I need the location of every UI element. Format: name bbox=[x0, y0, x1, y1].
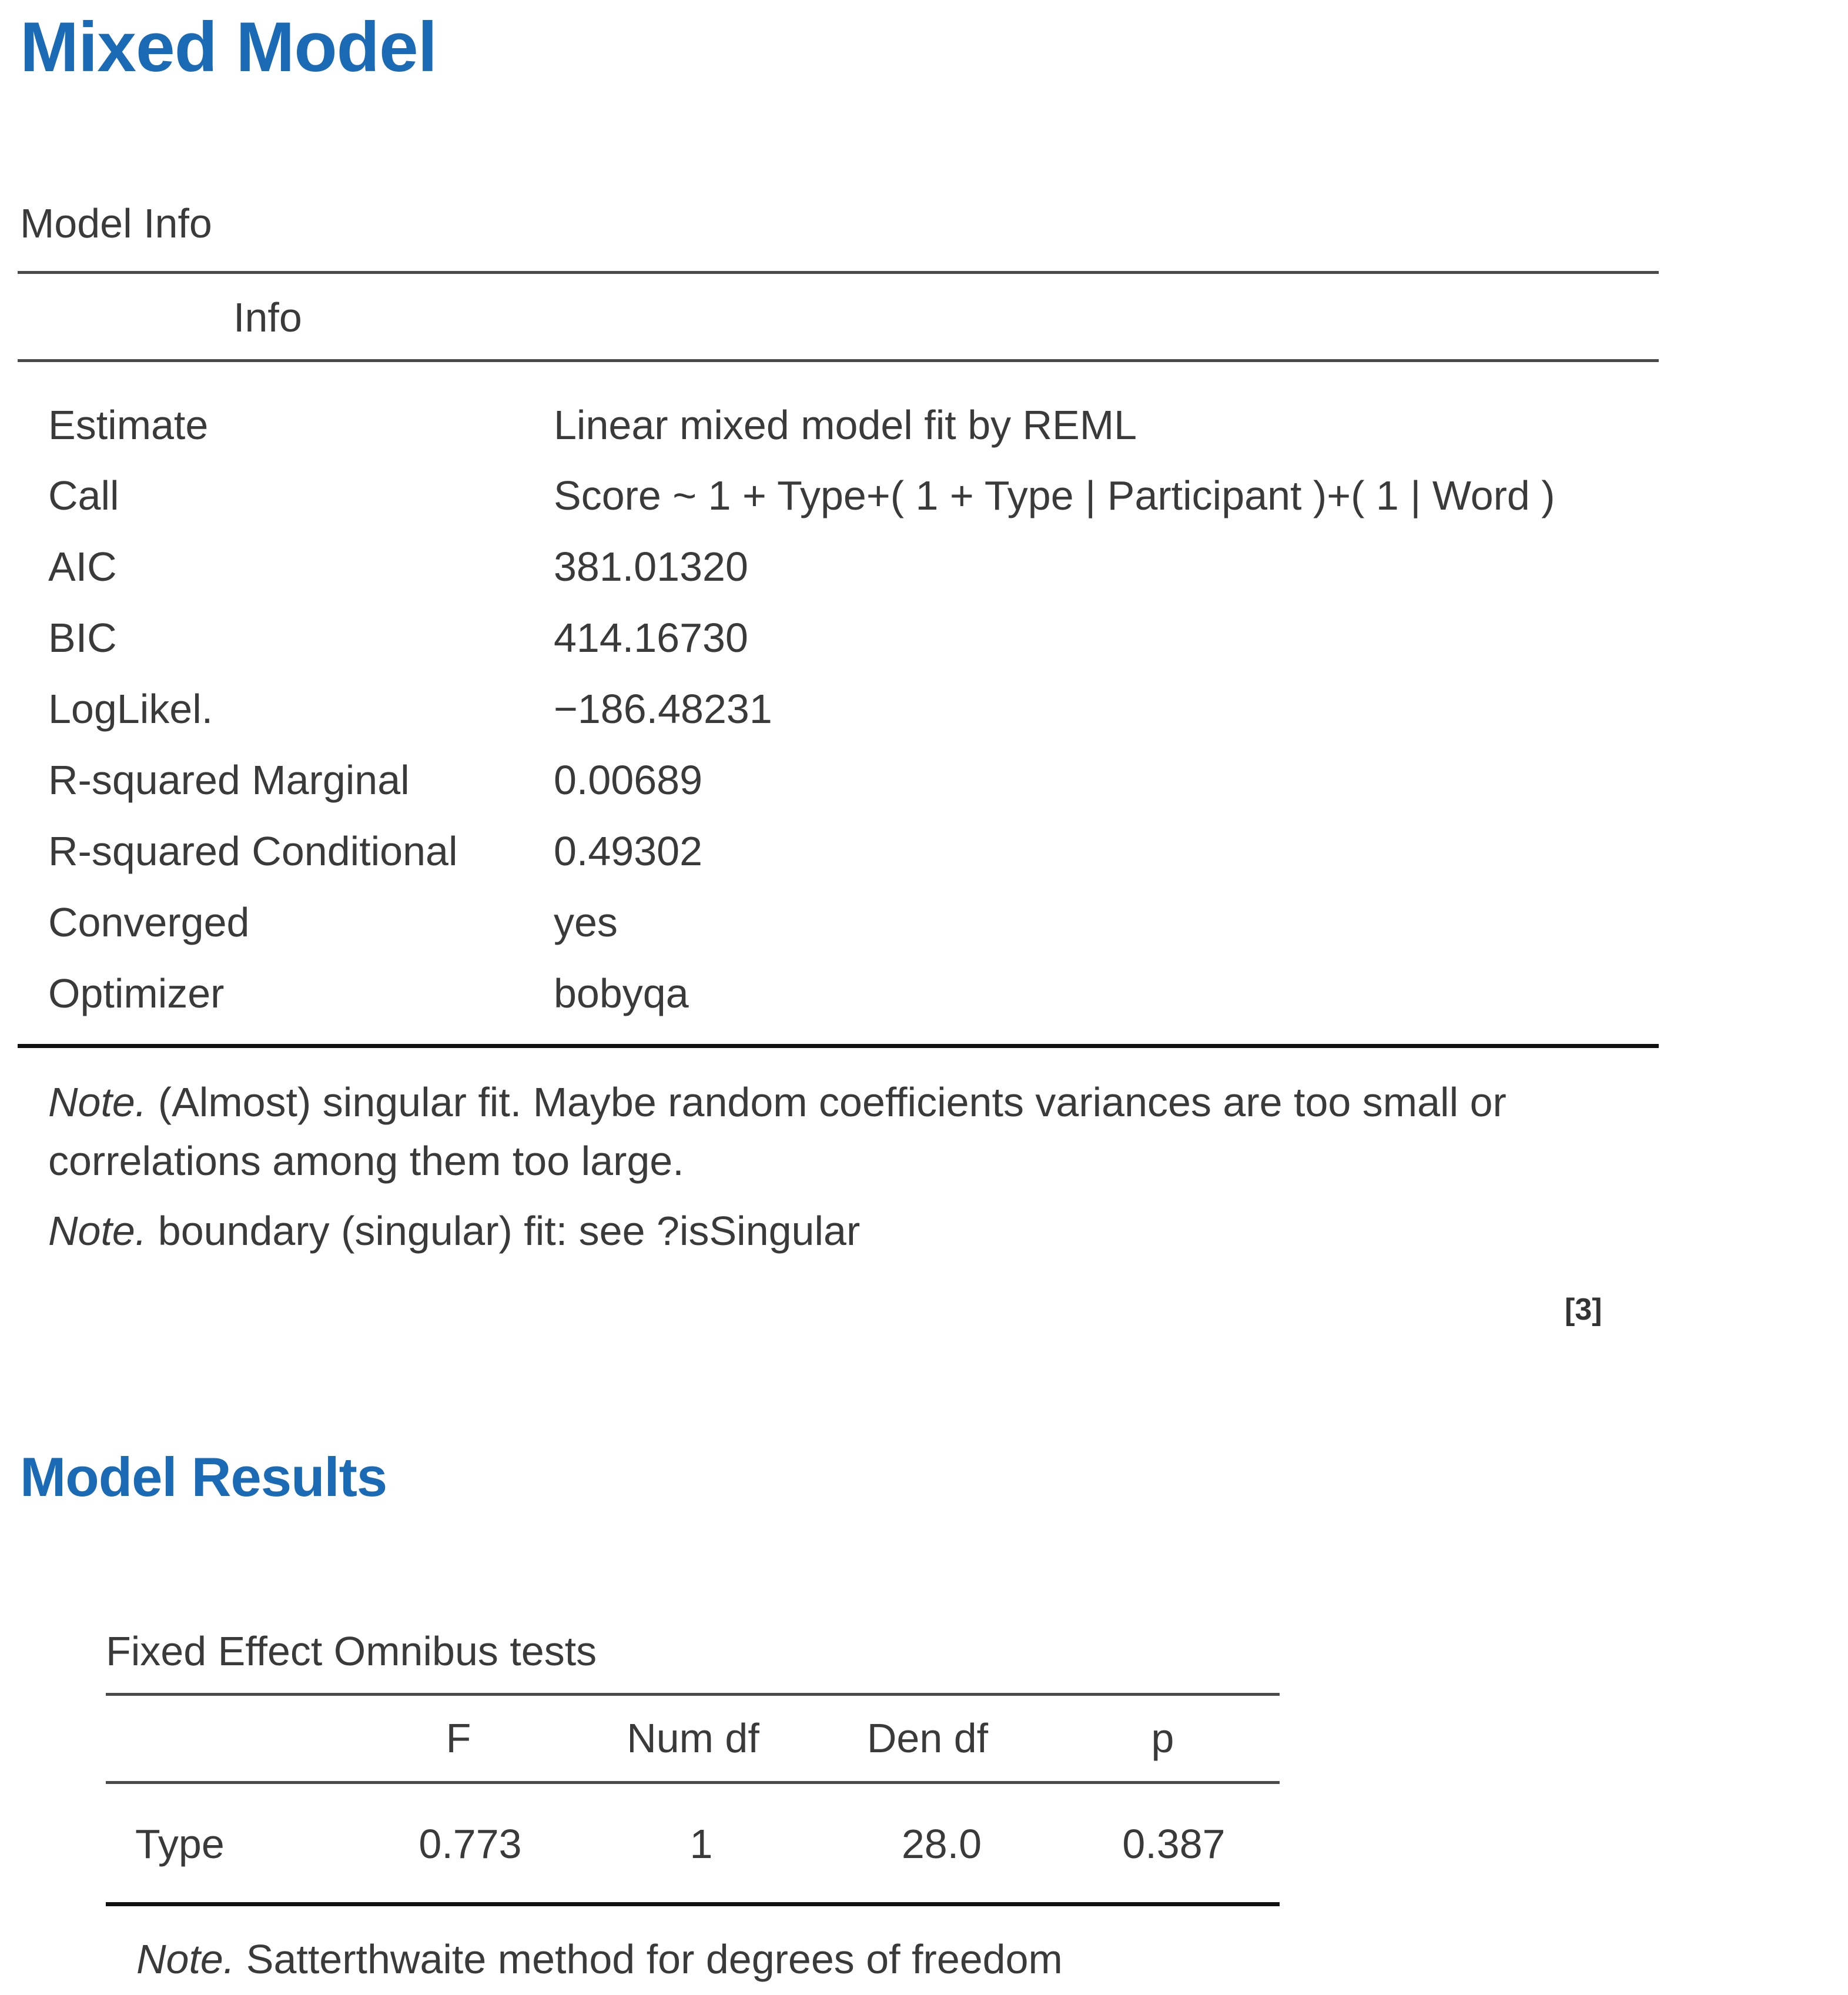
column-header-f: F bbox=[446, 1715, 471, 1761]
fixed-table-top-rule bbox=[106, 1693, 1280, 1696]
row-value: bobyqa bbox=[554, 970, 689, 1016]
model-info-caption: Model Info bbox=[20, 200, 212, 246]
reference-link[interactable]: [3] bbox=[1565, 1293, 1602, 1327]
table-note bbox=[136, 1936, 1063, 1983]
fixed-effects-caption: Fixed Effect Omnibus tests bbox=[106, 1628, 597, 1674]
row-value: 0.00689 bbox=[554, 757, 703, 803]
note-text: Satterthwaite method for degrees of freedom bbox=[235, 1936, 1063, 1982]
term-label: Type bbox=[135, 1821, 225, 1867]
table-note bbox=[48, 1079, 1506, 1126]
den-df-value: 28.0 bbox=[901, 1821, 982, 1867]
row-label: BIC bbox=[48, 615, 117, 661]
fixed-table-header-rule bbox=[106, 1781, 1280, 1784]
num-df-value: 1 bbox=[689, 1821, 713, 1867]
table-note-continuation: correlations among them too large. bbox=[48, 1138, 684, 1184]
row-label: Call bbox=[48, 473, 119, 518]
row-value: Score ~ 1 + Type+( 1 + Type | Participant )+( 1 | Word ) bbox=[554, 473, 1555, 518]
row-value: −186.48231 bbox=[554, 686, 772, 732]
section-title: Model Results bbox=[20, 1446, 387, 1508]
page-title: Mixed Model bbox=[20, 8, 437, 86]
row-value: Linear mixed model fit by REML bbox=[554, 402, 1137, 448]
table-bottom-rule bbox=[18, 1044, 1659, 1048]
column-header-num-df: Num df bbox=[627, 1715, 759, 1761]
row-label: R-squared Conditional bbox=[48, 828, 458, 874]
row-value: 381.01320 bbox=[554, 544, 748, 590]
row-value: 0.49302 bbox=[554, 828, 703, 874]
row-label: AIC bbox=[48, 544, 117, 590]
row-label: Optimizer bbox=[48, 970, 225, 1016]
column-header-den-df: Den df bbox=[866, 1715, 989, 1761]
note-text: (Almost) singular fit. Maybe random coefficients variances are too small or bbox=[146, 1079, 1506, 1125]
column-header-p: p bbox=[1151, 1715, 1174, 1761]
row-label: R-squared Marginal bbox=[48, 757, 410, 803]
fixed-table-bottom-rule bbox=[106, 1902, 1280, 1906]
f-value: 0.773 bbox=[419, 1821, 522, 1867]
info-column-header: Info bbox=[233, 294, 302, 340]
note-prefix: Note. bbox=[48, 1208, 147, 1254]
row-label: Converged bbox=[48, 899, 250, 945]
table-note bbox=[48, 1207, 860, 1254]
row-value: yes bbox=[554, 899, 618, 945]
p-value: 0.387 bbox=[1122, 1821, 1226, 1867]
row-label: LogLikel. bbox=[48, 686, 213, 732]
table-header-rule bbox=[18, 359, 1659, 362]
note-text: boundary (singular) fit: see ?isSingular bbox=[146, 1208, 861, 1254]
row-label: Estimate bbox=[48, 402, 209, 448]
row-value: 414.16730 bbox=[554, 615, 748, 661]
note-prefix: Note. bbox=[136, 1936, 235, 1982]
table-top-rule bbox=[18, 271, 1659, 274]
note-prefix: Note. bbox=[48, 1079, 147, 1125]
